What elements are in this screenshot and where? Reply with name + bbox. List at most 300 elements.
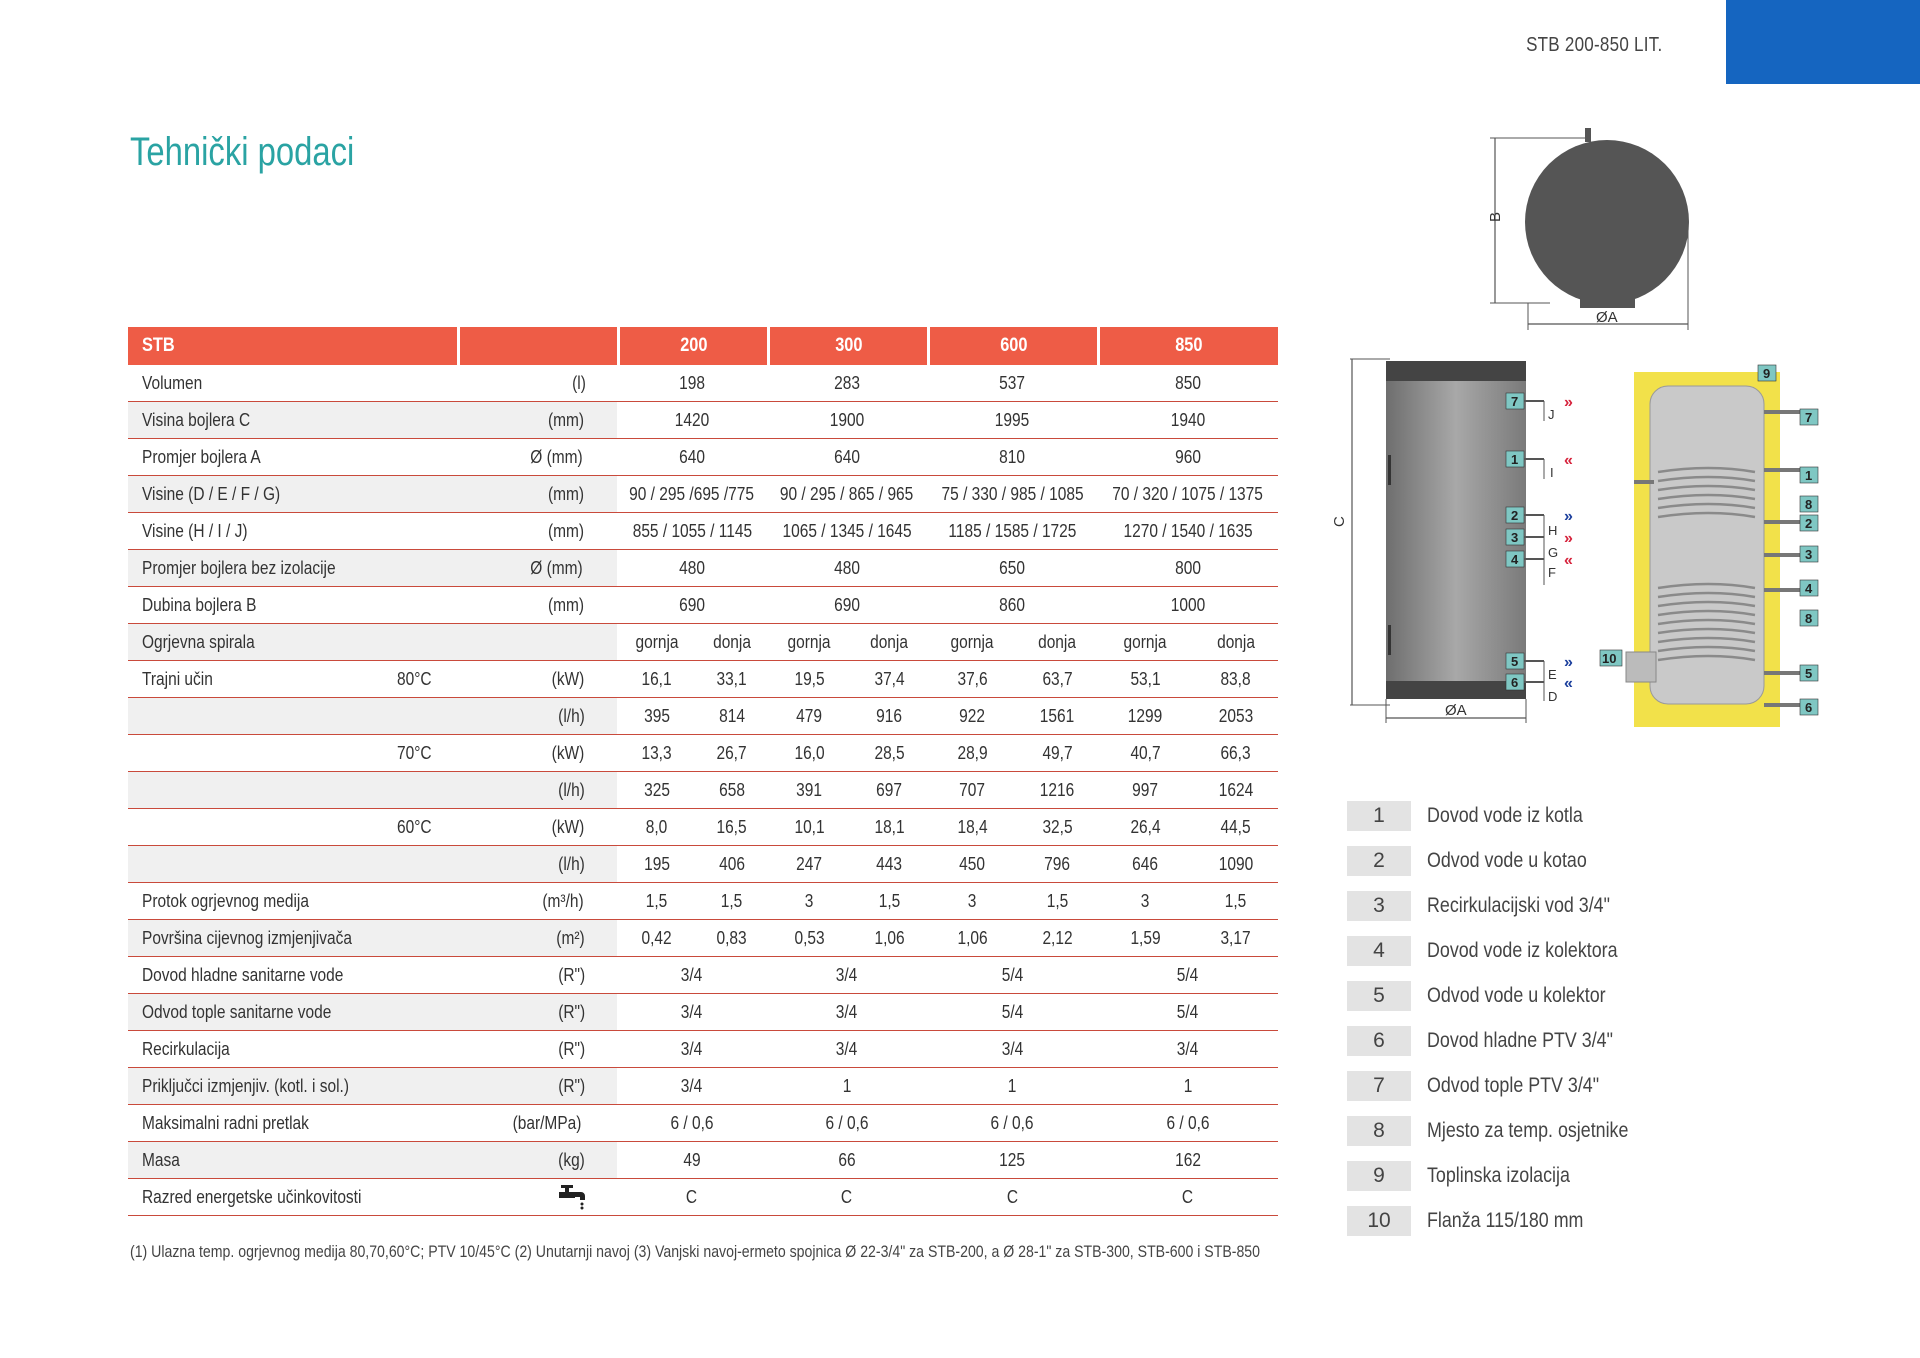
- row-unit: (l/h): [457, 846, 617, 883]
- legend-item: [1347, 793, 1664, 838]
- value-cell: 3/4: [767, 994, 927, 1031]
- row-unit: (mm): [457, 513, 617, 550]
- svg-text:6: 6: [1511, 675, 1519, 690]
- table-row: [128, 1068, 1278, 1105]
- legend-number: 6: [1347, 1026, 1411, 1056]
- label-a: ØA: [1445, 702, 1467, 719]
- value-cell: 5/4: [927, 957, 1097, 994]
- value-cell: 16,5: [697, 809, 767, 846]
- legend-item: [1347, 1153, 1664, 1198]
- row-label: Maksimalni radni pretlak: [128, 1105, 397, 1142]
- table-row: [128, 439, 1278, 476]
- value-cell: 1995: [927, 402, 1097, 439]
- footnote: (1) Ulazna temp. ogrjevnog medija 80,70,60°C; PTV 10/45°C (2) Unutarnji navoj (3) Vanjski navoj-ermeto spojnica Ø 22-3/4" za STB-200, a Ø 28-1" za STB-300, STB-600 i STB-850: [130, 1242, 1260, 1261]
- svg-text:«: «: [1564, 552, 1573, 569]
- port-4: [1506, 551, 1573, 569]
- tank-body: [1386, 381, 1526, 681]
- value-cell: 796: [1018, 846, 1098, 883]
- value-cell: 66: [767, 1142, 927, 1179]
- row-temperature: [397, 476, 457, 513]
- value-cell: donja: [1193, 624, 1278, 661]
- label-e: E: [1548, 667, 1557, 682]
- row-unit: Ø (mm): [457, 550, 617, 587]
- value-cell: 480: [767, 550, 927, 587]
- value-cell: C: [927, 1179, 1097, 1216]
- value-cell: 1,5: [1018, 883, 1098, 920]
- legend-number: 10: [1347, 1206, 1411, 1236]
- row-temperature: 80°C: [397, 661, 457, 698]
- value-cell: 658: [697, 772, 767, 809]
- row-temperature: [397, 513, 457, 550]
- row-unit: (l): [457, 365, 617, 402]
- row-temperature: [397, 1105, 457, 1142]
- row-label: Protok ogrjevnog medija: [128, 883, 397, 920]
- table-row: [128, 1142, 1278, 1179]
- svg-text:»: »: [1564, 394, 1573, 411]
- header-unit: [457, 327, 617, 365]
- value-cell: 325: [617, 772, 697, 809]
- row-label: [128, 735, 397, 772]
- table-row: [128, 809, 1278, 846]
- row-temperature: [397, 957, 457, 994]
- value-cell: 283: [767, 365, 927, 402]
- label-g: G: [1548, 545, 1559, 560]
- value-cell: 83,8: [1193, 661, 1278, 698]
- top-port: [1585, 128, 1591, 142]
- row-temperature: [397, 994, 457, 1031]
- table-row: [128, 365, 1278, 402]
- row-unit: [457, 624, 617, 661]
- header-model: 600: [927, 327, 1097, 365]
- row-temperature: [397, 402, 457, 439]
- value-cell: 90 / 295 / 865 / 965: [767, 476, 927, 513]
- row-temperature: [397, 698, 457, 735]
- value-cell: 479: [767, 698, 852, 735]
- row-unit: (l/h): [457, 772, 617, 809]
- value-cell: 16,0: [767, 735, 852, 772]
- svg-text:«: «: [1564, 675, 1573, 692]
- legend-text: Dovod hladne PTV 3/4": [1427, 1028, 1613, 1052]
- svg-text:4: 4: [1511, 552, 1519, 567]
- value-cell: 37,4: [852, 661, 927, 698]
- row-label: [128, 698, 397, 735]
- value-cell: 690: [617, 587, 767, 624]
- svg-text:5: 5: [1805, 666, 1813, 681]
- value-cell: 40,7: [1097, 735, 1193, 772]
- value-cell: 916: [852, 698, 927, 735]
- value-cell: 1090: [1193, 846, 1278, 883]
- row-unit: (kW): [457, 661, 617, 698]
- table-row: [128, 772, 1278, 809]
- svg-text:8: 8: [1805, 497, 1813, 512]
- legend-number: 2: [1347, 846, 1411, 876]
- legend-number: 4: [1347, 936, 1411, 966]
- row-label: Dubina bojlera B: [128, 587, 397, 624]
- legend-text: Flanža 115/180 mm: [1427, 1208, 1584, 1232]
- value-cell: 3: [927, 883, 1018, 920]
- row-label: Recirkulacija: [128, 1031, 397, 1068]
- port-5: [1506, 653, 1573, 671]
- value-cell: 1,59: [1097, 920, 1193, 957]
- svg-text:10: 10: [1602, 651, 1617, 666]
- table-header-row: [128, 327, 1278, 365]
- table-row: [128, 1105, 1278, 1142]
- table-row: [128, 624, 1278, 661]
- row-label: [128, 809, 397, 846]
- value-cell: 810: [927, 439, 1097, 476]
- value-cell: 450: [927, 846, 1018, 883]
- row-unit: (kW): [457, 735, 617, 772]
- table-row: [128, 513, 1278, 550]
- legend-text: Recirkulacijski vod 3/4": [1427, 893, 1610, 917]
- value-cell: 3/4: [617, 994, 767, 1031]
- value-cell: 3/4: [1097, 1031, 1278, 1068]
- side-view-diagram: [1330, 355, 1590, 735]
- svg-text:2: 2: [1511, 508, 1519, 523]
- row-temperature: [397, 846, 457, 883]
- value-cell: 1,06: [852, 920, 927, 957]
- value-cell: 18,4: [927, 809, 1018, 846]
- label-j: J: [1548, 407, 1555, 422]
- table-row: [128, 587, 1278, 624]
- value-cell: 690: [767, 587, 927, 624]
- value-cell: 395: [617, 698, 697, 735]
- value-cell: 10,1: [767, 809, 852, 846]
- value-cell: 3: [1097, 883, 1193, 920]
- row-label: Promjer bojlera A: [128, 439, 397, 476]
- svg-text:2: 2: [1805, 516, 1813, 531]
- row-label: Ogrjevna spirala: [128, 624, 397, 661]
- row-unit: (R"): [457, 994, 617, 1031]
- row-label: Volumen: [128, 365, 397, 402]
- legend-text: Mjesto za temp. osjetnike: [1427, 1118, 1629, 1142]
- header-model: 200: [617, 327, 767, 365]
- row-temperature: [397, 1142, 457, 1179]
- value-cell: 0,53: [767, 920, 852, 957]
- value-cell: 1270 / 1540 / 1635: [1097, 513, 1278, 550]
- cutaway-diagram: [1590, 360, 1830, 735]
- value-cell: 1000: [1097, 587, 1278, 624]
- port-3: [1506, 529, 1573, 547]
- row-temperature: [397, 624, 457, 661]
- svg-text:3: 3: [1511, 530, 1519, 545]
- value-cell: 537: [927, 365, 1097, 402]
- row-temperature: [397, 439, 457, 476]
- svg-text:7: 7: [1805, 410, 1813, 425]
- faucet-icon: [557, 1184, 587, 1210]
- header-model: 300: [767, 327, 927, 365]
- value-cell: 1,5: [852, 883, 927, 920]
- value-cell: 44,5: [1193, 809, 1278, 846]
- value-cell: gornja: [927, 624, 1018, 661]
- svg-text:3: 3: [1805, 547, 1813, 562]
- legend: [1347, 793, 1664, 1243]
- row-label: Odvod tople sanitarne vode: [128, 994, 397, 1031]
- row-label: Trajni učin: [128, 661, 397, 698]
- svg-text:8: 8: [1805, 611, 1813, 626]
- value-cell: 3/4: [617, 1068, 767, 1105]
- row-label: Visina bojlera C: [128, 402, 397, 439]
- label-d: D: [1548, 689, 1558, 704]
- table-row: [128, 476, 1278, 513]
- legend-number: 5: [1347, 981, 1411, 1011]
- tank-bottom-cap: [1386, 681, 1526, 699]
- value-cell: 640: [767, 439, 927, 476]
- table-row: [128, 735, 1278, 772]
- value-cell: 997: [1097, 772, 1193, 809]
- legend-item: [1347, 973, 1664, 1018]
- legend-number: 1: [1347, 801, 1411, 831]
- row-unit: Ø (mm): [457, 439, 617, 476]
- value-cell: 6 / 0,6: [767, 1105, 927, 1142]
- value-cell: 3/4: [927, 1031, 1097, 1068]
- table-row: [128, 698, 1278, 735]
- legend-item: [1347, 1063, 1664, 1108]
- row-unit: (R"): [457, 957, 617, 994]
- table-row: [128, 846, 1278, 883]
- legend-text: Odvod vode u kotao: [1427, 848, 1587, 872]
- value-cell: gornja: [767, 624, 852, 661]
- value-cell: 5/4: [1097, 994, 1278, 1031]
- row-unit: (bar/MPa): [457, 1105, 617, 1142]
- svg-text:»: »: [1564, 530, 1573, 547]
- table-row: [128, 661, 1278, 698]
- header-label: STB: [128, 327, 457, 365]
- value-cell: 1900: [767, 402, 927, 439]
- value-cell: C: [1097, 1179, 1278, 1216]
- value-cell: 646: [1097, 846, 1193, 883]
- svg-text:«: «: [1564, 452, 1573, 469]
- value-cell: donja: [1018, 624, 1098, 661]
- label-b: B: [1487, 211, 1504, 222]
- value-cell: 2,12: [1018, 920, 1098, 957]
- svg-text:»: »: [1564, 654, 1573, 671]
- port-7: [1506, 393, 1573, 411]
- value-cell: 32,5: [1018, 809, 1098, 846]
- row-temperature: [397, 365, 457, 402]
- row-temperature: [397, 550, 457, 587]
- value-cell: 33,1: [697, 661, 767, 698]
- value-cell: 3/4: [767, 1031, 927, 1068]
- value-cell: 922: [927, 698, 1018, 735]
- row-label: Dovod hladne sanitarne vode: [128, 957, 397, 994]
- value-cell: 2053: [1193, 698, 1278, 735]
- value-cell: C: [617, 1179, 767, 1216]
- value-cell: 1,5: [617, 883, 697, 920]
- svg-text:7: 7: [1511, 394, 1519, 409]
- legend-number: 7: [1347, 1071, 1411, 1101]
- port-2: [1506, 507, 1573, 525]
- value-cell: 1299: [1097, 698, 1193, 735]
- value-cell: 5/4: [1097, 957, 1278, 994]
- row-unit: (mm): [457, 587, 617, 624]
- legend-number: 8: [1347, 1116, 1411, 1146]
- value-cell: 860: [927, 587, 1097, 624]
- value-cell: 6 / 0,6: [617, 1105, 767, 1142]
- value-cell: 960: [1097, 439, 1278, 476]
- svg-text:9: 9: [1763, 366, 1771, 381]
- value-cell: 1,5: [697, 883, 767, 920]
- tank-top-circle: [1525, 140, 1689, 304]
- value-cell: 26,4: [1097, 809, 1193, 846]
- port-6: [1506, 674, 1573, 692]
- table-row: [128, 883, 1278, 920]
- value-cell: 49: [617, 1142, 767, 1179]
- svg-text:1: 1: [1511, 452, 1519, 467]
- value-cell: gornja: [1097, 624, 1193, 661]
- value-cell: 707: [927, 772, 1018, 809]
- value-cell: 480: [617, 550, 767, 587]
- label-a: ØA: [1596, 309, 1618, 326]
- bottom-port: [1580, 298, 1635, 308]
- header-accent-bar: [1726, 0, 1920, 84]
- value-cell: donja: [697, 624, 767, 661]
- row-label: Visine (H / I / J): [128, 513, 397, 550]
- svg-text:4: 4: [1805, 581, 1813, 596]
- row-label: [128, 772, 397, 809]
- value-cell: 63,7: [1018, 661, 1098, 698]
- value-cell: 75 / 330 / 985 / 1085: [927, 476, 1097, 513]
- value-cell: 90 / 295 /695 /775: [617, 476, 767, 513]
- row-unit: (R"): [457, 1031, 617, 1068]
- label-f: F: [1548, 565, 1556, 580]
- flange: [1626, 652, 1656, 682]
- value-cell: 650: [927, 550, 1097, 587]
- value-cell: 1: [767, 1068, 927, 1105]
- value-cell: 1,06: [927, 920, 1018, 957]
- legend-item: [1347, 838, 1664, 883]
- value-cell: 1624: [1193, 772, 1278, 809]
- legend-text: Toplinska izolacija: [1427, 1163, 1570, 1187]
- row-label: Masa: [128, 1142, 397, 1179]
- table-row: [128, 402, 1278, 439]
- row-label: Promjer bojlera bez izolacije: [128, 550, 397, 587]
- value-cell: 37,6: [927, 661, 1018, 698]
- value-cell: 8,0: [617, 809, 697, 846]
- row-unit: (kg): [457, 1142, 617, 1179]
- value-cell: 1: [927, 1068, 1097, 1105]
- row-temperature: [397, 920, 457, 957]
- value-cell: 443: [852, 846, 927, 883]
- value-cell: 247: [767, 846, 852, 883]
- side-mark: [1388, 625, 1391, 655]
- value-cell: 195: [617, 846, 697, 883]
- value-cell: 18,1: [852, 809, 927, 846]
- svg-text:6: 6: [1805, 700, 1813, 715]
- row-unit: (m²): [457, 920, 617, 957]
- label-h: H: [1548, 523, 1558, 538]
- row-temperature: [397, 1031, 457, 1068]
- row-temperature: [397, 1179, 457, 1216]
- legend-text: Dovod vode iz kotla: [1427, 803, 1583, 827]
- row-label: Površina cijevnog izmjenjivača: [128, 920, 397, 957]
- header-model: 850: [1097, 327, 1278, 365]
- row-unit: [457, 1179, 617, 1216]
- value-cell: 1065 / 1345 / 1645: [767, 513, 927, 550]
- svg-text:»: »: [1564, 508, 1573, 525]
- legend-text: Dovod vode iz kolektora: [1427, 938, 1618, 962]
- value-cell: 13,3: [617, 735, 697, 772]
- value-cell: 19,5: [767, 661, 852, 698]
- legend-item: [1347, 1108, 1664, 1153]
- document-code: STB 200-850 LIT.: [1525, 34, 1662, 56]
- value-cell: 697: [852, 772, 927, 809]
- legend-number: 9: [1347, 1161, 1411, 1191]
- tank-top-cap: [1386, 361, 1526, 381]
- value-cell: C: [767, 1179, 927, 1216]
- value-cell: 26,7: [697, 735, 767, 772]
- row-temperature: 60°C: [397, 809, 457, 846]
- value-cell: 162: [1097, 1142, 1278, 1179]
- value-cell: 53,1: [1097, 661, 1193, 698]
- table-row: [128, 957, 1278, 994]
- value-cell: donja: [852, 624, 927, 661]
- page-title: Tehnički podaci: [130, 130, 355, 174]
- value-cell: 6 / 0,6: [927, 1105, 1097, 1142]
- row-unit: (mm): [457, 402, 617, 439]
- value-cell: 125: [927, 1142, 1097, 1179]
- value-cell: 1561: [1018, 698, 1098, 735]
- row-unit: (R"): [457, 1068, 617, 1105]
- value-cell: 1940: [1097, 402, 1278, 439]
- value-cell: 1: [1097, 1068, 1278, 1105]
- value-cell: 3/4: [617, 957, 767, 994]
- label-c: C: [1331, 516, 1348, 527]
- row-temperature: [397, 883, 457, 920]
- top-view-diagram: [1487, 128, 1700, 333]
- legend-item: [1347, 1198, 1664, 1243]
- svg-text:5: 5: [1511, 654, 1519, 669]
- value-cell: 391: [767, 772, 852, 809]
- row-unit: (l/h): [457, 698, 617, 735]
- value-cell: 28,9: [927, 735, 1018, 772]
- row-temperature: [397, 587, 457, 624]
- value-cell: 1216: [1018, 772, 1098, 809]
- value-cell: 3/4: [617, 1031, 767, 1068]
- svg-text:1: 1: [1805, 468, 1813, 483]
- table-row: [128, 994, 1278, 1031]
- row-label: Priključci izmjenjiv. (kotl. i sol.): [128, 1068, 397, 1105]
- value-cell: 5/4: [927, 994, 1097, 1031]
- label-i: I: [1550, 465, 1554, 480]
- value-cell: 406: [697, 846, 767, 883]
- legend-item: [1347, 1018, 1664, 1063]
- table-row: [128, 1179, 1278, 1216]
- side-mark: [1388, 455, 1391, 485]
- value-cell: 814: [697, 698, 767, 735]
- table-row: [128, 920, 1278, 957]
- row-unit: (kW): [457, 809, 617, 846]
- value-cell: 0,42: [617, 920, 697, 957]
- port-1: [1506, 451, 1573, 469]
- row-temperature: 70°C: [397, 735, 457, 772]
- legend-text: Odvod tople PTV 3/4": [1427, 1073, 1600, 1097]
- value-cell: 1,5: [1193, 883, 1278, 920]
- value-cell: 66,3: [1193, 735, 1278, 772]
- spec-table: [128, 327, 1278, 1216]
- value-cell: 198: [617, 365, 767, 402]
- value-cell: 855 / 1055 / 1145: [617, 513, 767, 550]
- value-cell: 49,7: [1018, 735, 1098, 772]
- value-cell: 1185 / 1585 / 1725: [927, 513, 1097, 550]
- value-cell: gornja: [617, 624, 697, 661]
- row-temperature: [397, 772, 457, 809]
- row-unit: (mm): [457, 476, 617, 513]
- value-cell: 850: [1097, 365, 1278, 402]
- row-label: [128, 846, 397, 883]
- legend-item: [1347, 928, 1664, 973]
- row-label: Razred energetske učinkovitosti: [128, 1179, 397, 1216]
